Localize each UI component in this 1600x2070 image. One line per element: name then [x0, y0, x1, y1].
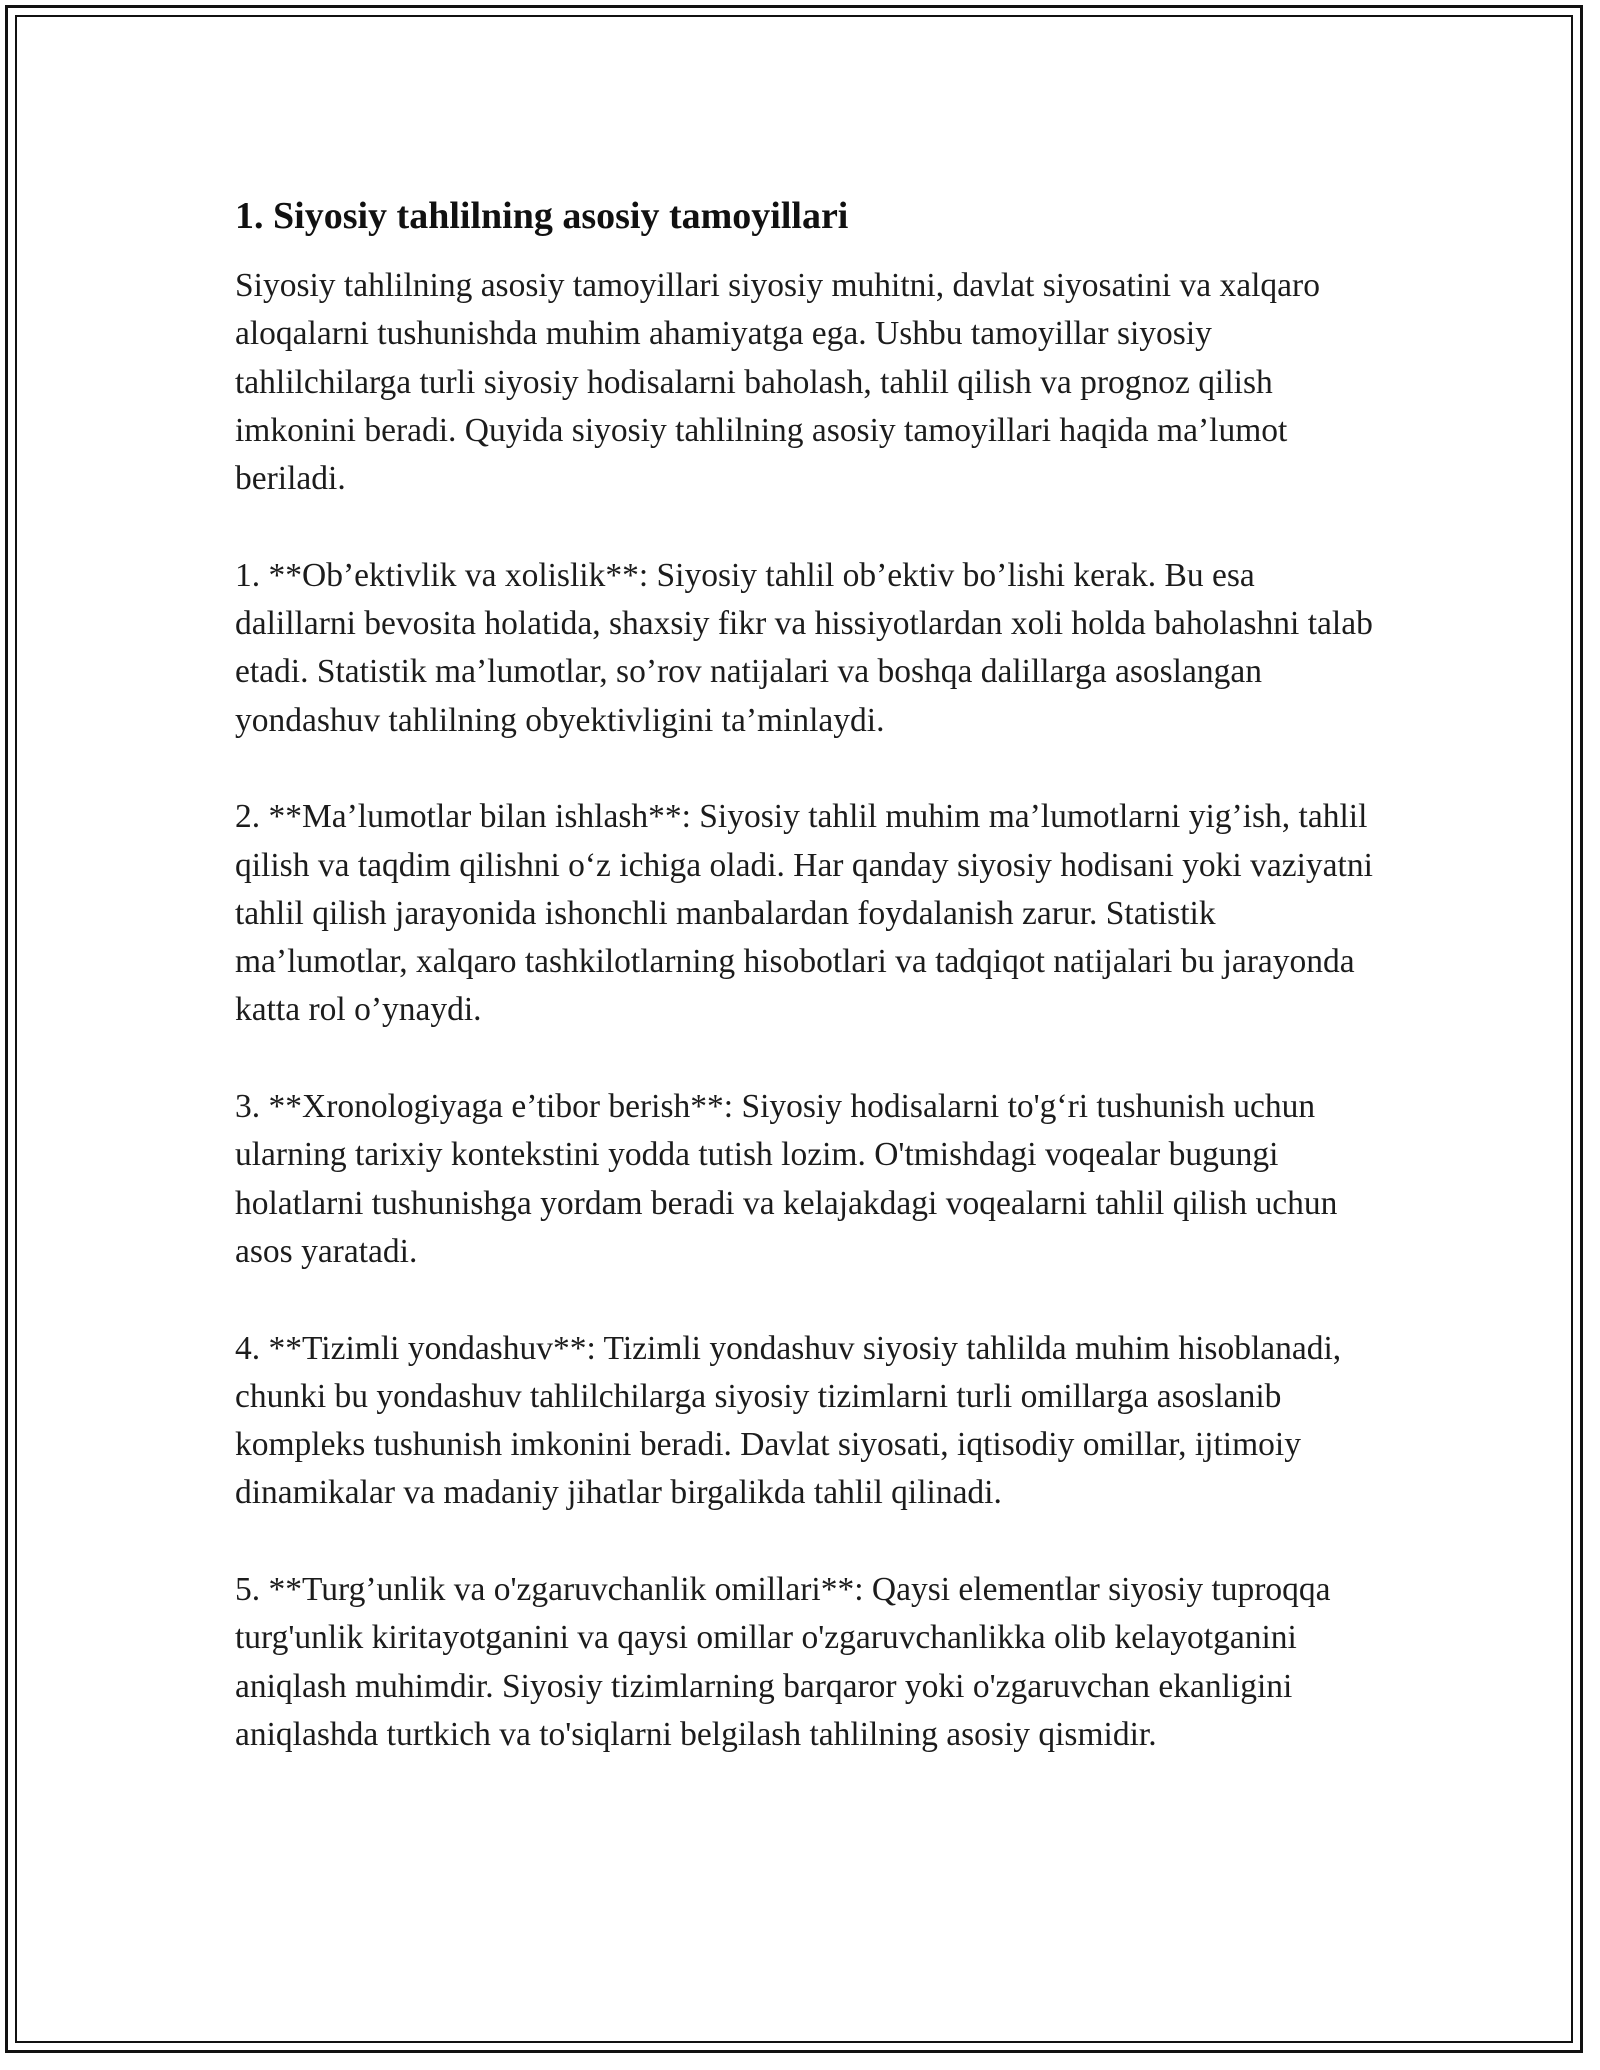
- principle-paragraph-4: 4. **Tizimli yondashuv**: Tizimli yondashuv siyosiy tahlilda muhim hisoblanadi, chunki bu yondashuv tahlilchilarga siyosiy tizimlarni turli omillarga asoslanib kompleks tushunish imkonini beradi. Davlat siyosati, iqtisodiy omillar, ijtimoiy dinamikalar va madaniy jihatlar birgalikda tahlil qilinadi.: [235, 1329, 1342, 1512]
- section-heading: 1. Siyosiy tahlilning asosiy tamoyillari: [235, 195, 849, 237]
- principle-paragraph-5: 5. **Turg’unlik va o'zgaruvchanlik omillari**: Qaysi elementlar siyosiy tuproqqa turg'unlik kiritayotganini va qaysi omillar o'zgaruvchanlikka olib kelayotganini aniqlash muhimdir. Siyosiy tizimlarning barqaror yoki o'zgaruvchan ekanligini aniqlashda turtkich va to'siqlarni belgilash tahlilning asosiy qismidir.: [235, 1571, 1331, 1753]
- principle-paragraph-1: 1. **Ob’ektivlik va xolislik**: Siyosiy tahlil ob’ektiv bo’lishi kerak. Bu esa dalillarni bevosita holatida, shaxsiy fikr va hissiyotlardan xoli holda baholashni talab etadi. Statistik ma’lumotlar, so’rov natijalari va boshqa dalillarga asoslangan yondashuv tahlilning obyektivligini ta’minlaydi.: [235, 556, 1373, 739]
- principle-paragraph-2: 2. **Ma’lumotlar bilan ishlash**: Siyosiy tahlil muhim ma’lumotlarni yig’ish, tahlil qilish va taqdim qilishni o‘z ichiga oladi. Har qanday siyosiy hodisani yoki vaziyatni tahlil qilish jarayonida ishonchli manbalardan foydalanish zarur. Statistik ma’lumotlar, xalqaro tashkilotlarning hisobotlari va tadqiqot natijalari bu jarayonda katta rol o’ynaydi.: [235, 798, 1373, 1029]
- intro-paragraph: Siyosiy tahlilning asosiy tamoyillari siyosiy muhitni, davlat siyosatini va xalqaro aloqalarni tushunishda muhim ahamiyatga ega. Ushbu tamoyillar siyosiy tahlilchilarga turli siyosiy hodisalarni baholash, tahlil qilish va prognoz qilish imkonini beradi. Quyida siyosiy tahlilning asosiy tamoyillari haqida ma’lumot beriladi.: [235, 267, 1320, 498]
- document-body: [235, 188, 1375, 1808]
- principle-paragraph-3: 3. **Xronologiyaga e’tibor berish**: Siyosiy hodisalarni to'g‘ri tushunish uchun ularning tarixiy kontekstini yodda tutish lozim. O'tmishdagi voqealar bugungi holatlarni tushunishga yordam beradi va kelajakdagi voqealarni tahlil qilish uchun asos yaratadi.: [235, 1088, 1338, 1270]
